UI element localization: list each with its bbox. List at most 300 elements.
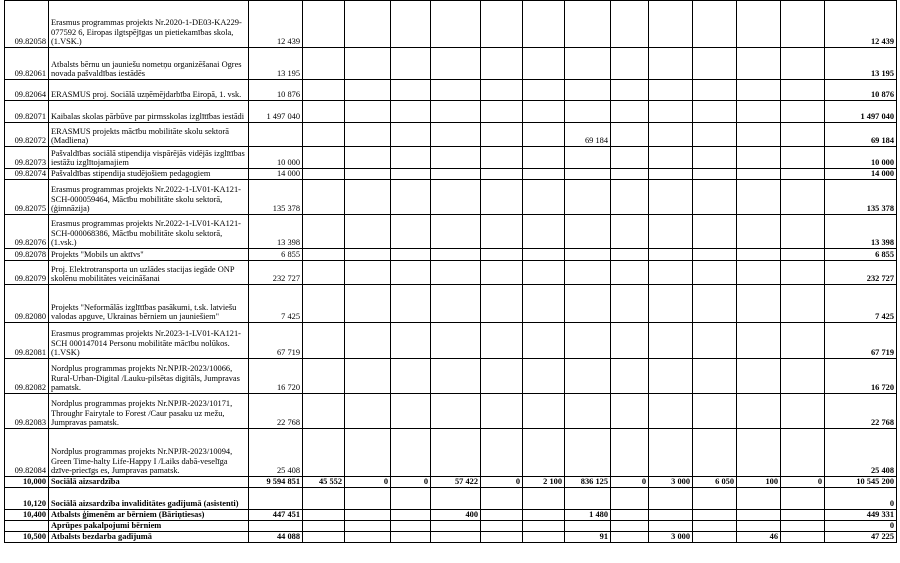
row-value-c8: 1 480 (565, 510, 611, 521)
row-value-c3 (345, 394, 391, 429)
row-value-c5 (431, 249, 481, 261)
row-value-c7 (523, 169, 565, 180)
row-value-c11 (693, 323, 737, 359)
row-value-c7 (523, 429, 565, 477)
row-value-c5 (431, 48, 481, 80)
table-row (5, 48, 897, 80)
row-value-c10: 3 000 (649, 532, 693, 543)
row-value-c8 (565, 101, 611, 123)
row-value-c7: 2 100 (523, 477, 565, 488)
row-value-c13 (781, 261, 825, 285)
row-value-c7 (523, 147, 565, 169)
table-row (5, 285, 897, 323)
row-value-c11 (693, 147, 737, 169)
row-value-c4 (391, 285, 431, 323)
row-value-c3 (345, 101, 391, 123)
row-value-c9 (611, 261, 649, 285)
row-value-c8 (565, 323, 611, 359)
row-value-c3 (345, 285, 391, 323)
row-name: Erasmus programmas projekts Nr.2020-1-DE03-KA229-077592 6, Eiropas ilgtspējīgas un pietiekamības skola, (1.VSK.) (49, 1, 249, 48)
row-value-c9 (611, 123, 649, 147)
row-value-c6 (481, 101, 523, 123)
row-value-c10 (649, 394, 693, 429)
row-value-c3 (345, 323, 391, 359)
row-name: Aprūpes pakalpojumi bērniem (49, 521, 249, 532)
row-value-c10 (649, 180, 693, 215)
row-code: 09.82080 (5, 285, 49, 323)
row-value-c11 (693, 1, 737, 48)
row-name: Nordplus programmas projekts Nr.NPJR-2023/10066, Rural-Urban-Digital /Lauku-pilsētas digitāls, Jumpravas pamatsk. (49, 359, 249, 394)
row-value-c8: 69 184 (565, 123, 611, 147)
row-value-c11 (693, 48, 737, 80)
row-code: 09.82075 (5, 180, 49, 215)
row-value-c2 (303, 488, 345, 510)
row-value-c2 (303, 285, 345, 323)
row-value-c3 (345, 488, 391, 510)
row-value-c6 (481, 215, 523, 249)
row-value-c3 (345, 80, 391, 101)
table-row (5, 147, 897, 169)
row-value-c11 (693, 180, 737, 215)
row-value-c11 (693, 510, 737, 521)
row-value-c2 (303, 101, 345, 123)
row-value-c10 (649, 323, 693, 359)
row-value-c3 (345, 215, 391, 249)
row-value-c5 (431, 488, 481, 510)
row-value-c8 (565, 261, 611, 285)
row-value-c12 (737, 323, 781, 359)
table-row (5, 488, 897, 510)
row-value-c10 (649, 123, 693, 147)
row-value-c13 (781, 532, 825, 543)
row-value-c10 (649, 510, 693, 521)
row-value-c3 (345, 532, 391, 543)
row-value-c5 (431, 285, 481, 323)
row-total: 0 (825, 521, 897, 532)
row-value-c2 (303, 1, 345, 48)
row-value-c1: 1 497 040 (249, 101, 303, 123)
row-code: 09.82078 (5, 249, 49, 261)
row-value-c12 (737, 394, 781, 429)
row-value-c1: 135 378 (249, 180, 303, 215)
row-value-c8: 91 (565, 532, 611, 543)
row-value-c13 (781, 147, 825, 169)
row-value-c7 (523, 532, 565, 543)
row-code: 09.82084 (5, 429, 49, 477)
row-value-c5 (431, 80, 481, 101)
row-value-c4 (391, 429, 431, 477)
row-total: 135 378 (825, 180, 897, 215)
row-value-c13 (781, 1, 825, 48)
row-code: 09.82082 (5, 359, 49, 394)
table-row (5, 1, 897, 48)
row-total: 7 425 (825, 285, 897, 323)
table-row (5, 394, 897, 429)
row-value-c7 (523, 101, 565, 123)
row-value-c12 (737, 215, 781, 249)
row-value-c2 (303, 48, 345, 80)
row-value-c3 (345, 48, 391, 80)
row-code: 09.82083 (5, 394, 49, 429)
row-value-c6 (481, 510, 523, 521)
row-value-c1: 16 720 (249, 359, 303, 394)
row-name: Atbalsts ģimenēm ar bērniem (Bāriņtiesas) (49, 510, 249, 521)
row-value-c7 (523, 123, 565, 147)
row-value-c3 (345, 249, 391, 261)
row-value-c10 (649, 147, 693, 169)
row-value-c12 (737, 101, 781, 123)
row-value-c3: 0 (345, 477, 391, 488)
table-row (5, 323, 897, 359)
row-value-c1 (249, 521, 303, 532)
row-value-c4 (391, 180, 431, 215)
row-value-c9 (611, 180, 649, 215)
budget-table (4, 0, 897, 543)
row-value-c9: 0 (611, 477, 649, 488)
row-value-c4 (391, 80, 431, 101)
row-value-c13 (781, 169, 825, 180)
row-value-c4 (391, 359, 431, 394)
row-code: 09.82074 (5, 169, 49, 180)
row-value-c5 (431, 532, 481, 543)
row-value-c6 (481, 123, 523, 147)
row-value-c12 (737, 1, 781, 48)
table-body (5, 1, 897, 543)
table-row (5, 101, 897, 123)
row-value-c1: 14 000 (249, 169, 303, 180)
row-name: Atbalsts bērnu un jauniešu nometņu organizēšanai Ogres novada pašvaldības iestādēs (49, 48, 249, 80)
row-value-c11 (693, 394, 737, 429)
row-value-c1: 10 000 (249, 147, 303, 169)
row-value-c10 (649, 80, 693, 101)
row-value-c13 (781, 48, 825, 80)
row-value-c2 (303, 169, 345, 180)
row-value-c10 (649, 48, 693, 80)
row-value-c6 (481, 249, 523, 261)
row-code (5, 521, 49, 532)
row-value-c2 (303, 147, 345, 169)
row-value-c3 (345, 510, 391, 521)
row-total: 22 768 (825, 394, 897, 429)
row-value-c5 (431, 123, 481, 147)
row-value-c1: 25 408 (249, 429, 303, 477)
row-value-c9 (611, 48, 649, 80)
row-total: 13 195 (825, 48, 897, 80)
row-value-c7 (523, 249, 565, 261)
row-value-c6 (481, 1, 523, 48)
row-value-c5 (431, 429, 481, 477)
row-value-c3 (345, 180, 391, 215)
row-value-c10 (649, 521, 693, 532)
row-total: 25 408 (825, 429, 897, 477)
row-value-c4 (391, 521, 431, 532)
row-value-c11 (693, 123, 737, 147)
row-value-c12 (737, 169, 781, 180)
row-value-c13 (781, 521, 825, 532)
row-value-c10 (649, 359, 693, 394)
row-value-c8 (565, 215, 611, 249)
row-name: Pašvaldības sociālā stipendija vispārējās vidējās izglītības iestāžu izglītojamajiem (49, 147, 249, 169)
row-value-c6 (481, 359, 523, 394)
row-value-c1 (249, 123, 303, 147)
row-value-c12 (737, 80, 781, 101)
row-name: ERASMUS proj. Sociālā uzņēmējdarbība Eiropā, 1. vsk. (49, 80, 249, 101)
row-value-c13: 0 (781, 477, 825, 488)
row-total: 449 331 (825, 510, 897, 521)
row-total: 6 855 (825, 249, 897, 261)
row-name: Projekts "Neformālās izglītības pasākumi, t.sk. latviešu valodas apguve, Ukrainas bērniem un jauniešiem" (49, 285, 249, 323)
row-value-c12 (737, 48, 781, 80)
row-total: 0 (825, 488, 897, 510)
row-code: 10,000 (5, 477, 49, 488)
row-value-c6 (481, 180, 523, 215)
row-value-c11 (693, 285, 737, 323)
row-value-c5 (431, 359, 481, 394)
row-value-c1: 9 594 851 (249, 477, 303, 488)
row-value-c9 (611, 80, 649, 101)
row-value-c4 (391, 510, 431, 521)
row-value-c10 (649, 1, 693, 48)
row-value-c12 (737, 285, 781, 323)
row-name: Erasmus programmas projekts Nr.2023-1-LV01-KA121-SCH 000147014 Personu mobilitāte mācību nolūkos.(1.VSK) (49, 323, 249, 359)
row-value-c7 (523, 285, 565, 323)
row-value-c4: 0 (391, 477, 431, 488)
table-row (5, 180, 897, 215)
row-value-c1: 22 768 (249, 394, 303, 429)
row-value-c13 (781, 80, 825, 101)
row-value-c3 (345, 359, 391, 394)
table-row (5, 359, 897, 394)
row-value-c8 (565, 429, 611, 477)
row-code: 09.82072 (5, 123, 49, 147)
row-value-c12 (737, 249, 781, 261)
row-code: 09.82081 (5, 323, 49, 359)
row-value-c13 (781, 180, 825, 215)
row-value-c8 (565, 48, 611, 80)
row-value-c7 (523, 261, 565, 285)
row-value-c2 (303, 80, 345, 101)
row-value-c11 (693, 488, 737, 510)
row-value-c9 (611, 532, 649, 543)
row-value-c11 (693, 80, 737, 101)
row-value-c4 (391, 532, 431, 543)
row-value-c6 (481, 48, 523, 80)
table-row (5, 249, 897, 261)
row-value-c7 (523, 80, 565, 101)
row-code: 10,500 (5, 532, 49, 543)
row-value-c10: 3 000 (649, 477, 693, 488)
row-name: Nordplus programmas projekts Nr.NPJR-2023/10094, Green Time-halty Life-Happy I /Laiks dabā-veselīga dzīve-priecīgs es, Jumpravas pamatsk. (49, 429, 249, 477)
table-row (5, 521, 897, 532)
table-row (5, 80, 897, 101)
table-row (5, 261, 897, 285)
row-value-c6 (481, 323, 523, 359)
row-value-c1 (249, 488, 303, 510)
row-value-c10 (649, 249, 693, 261)
row-value-c10 (649, 101, 693, 123)
row-value-c8 (565, 285, 611, 323)
row-value-c5 (431, 521, 481, 532)
row-value-c8 (565, 169, 611, 180)
row-value-c12: 100 (737, 477, 781, 488)
row-code: 10,120 (5, 488, 49, 510)
row-value-c8 (565, 180, 611, 215)
row-value-c10 (649, 261, 693, 285)
row-value-c7 (523, 1, 565, 48)
row-value-c2 (303, 359, 345, 394)
row-value-c1: 232 727 (249, 261, 303, 285)
row-total: 12 439 (825, 1, 897, 48)
row-value-c12 (737, 359, 781, 394)
row-value-c7 (523, 215, 565, 249)
row-value-c13 (781, 123, 825, 147)
row-value-c2 (303, 215, 345, 249)
row-value-c6 (481, 80, 523, 101)
row-name: Projekts "Mobils un aktīvs" (49, 249, 249, 261)
row-value-c12 (737, 261, 781, 285)
row-value-c8 (565, 249, 611, 261)
row-name: Erasmus programmas projekts Nr.2022-1-LV01-KA121-SCH-000059464, Mācību mobilitāte skolu sektorā, (ģimnāzija) (49, 180, 249, 215)
row-value-c1: 7 425 (249, 285, 303, 323)
row-value-c2 (303, 249, 345, 261)
row-value-c13 (781, 429, 825, 477)
row-value-c5 (431, 101, 481, 123)
row-value-c4 (391, 48, 431, 80)
row-value-c5 (431, 1, 481, 48)
row-value-c12 (737, 429, 781, 477)
row-value-c13 (781, 394, 825, 429)
row-value-c11 (693, 532, 737, 543)
row-value-c3 (345, 521, 391, 532)
row-name: Nordplus programmas projekts Nr.NPJR-2023/10171, Throughr Fairytale to Forest /Caur pasaku uz mežu, Jumpravas pamatsk. (49, 394, 249, 429)
row-value-c4 (391, 1, 431, 48)
row-value-c13 (781, 101, 825, 123)
row-value-c11 (693, 359, 737, 394)
row-total: 16 720 (825, 359, 897, 394)
row-code: 09.82064 (5, 80, 49, 101)
row-value-c5 (431, 169, 481, 180)
row-value-c2 (303, 261, 345, 285)
row-value-c10 (649, 285, 693, 323)
row-value-c6 (481, 488, 523, 510)
row-code: 09.82061 (5, 48, 49, 80)
row-value-c4 (391, 249, 431, 261)
row-value-c12: 46 (737, 532, 781, 543)
row-value-c11 (693, 261, 737, 285)
row-value-c7 (523, 488, 565, 510)
row-value-c2 (303, 532, 345, 543)
row-value-c5 (431, 323, 481, 359)
row-value-c6 (481, 394, 523, 429)
row-value-c9 (611, 285, 649, 323)
row-value-c12 (737, 123, 781, 147)
row-value-c2 (303, 429, 345, 477)
row-value-c5 (431, 215, 481, 249)
row-value-c4 (391, 394, 431, 429)
row-name: Erasmus programmas projekts Nr.2022-1-LV01-KA121-SCH-000068386, Mācību mobilitāte skolu sektorā, (1.vsk.) (49, 215, 249, 249)
row-value-c4 (391, 123, 431, 147)
row-value-c8 (565, 1, 611, 48)
row-total: 10 000 (825, 147, 897, 169)
row-value-c6 (481, 147, 523, 169)
row-value-c3 (345, 429, 391, 477)
row-value-c4 (391, 488, 431, 510)
row-value-c8 (565, 394, 611, 429)
row-name: Sociālā aizsardzība (49, 477, 249, 488)
row-value-c5 (431, 394, 481, 429)
row-value-c11 (693, 249, 737, 261)
row-value-c2 (303, 180, 345, 215)
row-value-c13 (781, 249, 825, 261)
row-name: Kaibalas skolas pārbūve par pirmsskolas izglītības iestādi (49, 101, 249, 123)
row-total: 13 398 (825, 215, 897, 249)
row-total: 47 225 (825, 532, 897, 543)
row-value-c8 (565, 147, 611, 169)
row-value-c8 (565, 521, 611, 532)
row-value-c6 (481, 261, 523, 285)
row-value-c9 (611, 394, 649, 429)
row-total: 14 000 (825, 169, 897, 180)
row-value-c6: 0 (481, 477, 523, 488)
row-code: 09.82079 (5, 261, 49, 285)
row-value-c11 (693, 101, 737, 123)
table-row (5, 215, 897, 249)
row-value-c7 (523, 323, 565, 359)
row-value-c2 (303, 394, 345, 429)
table-row (5, 169, 897, 180)
row-value-c9 (611, 215, 649, 249)
row-value-c11 (693, 215, 737, 249)
row-code: 09.82071 (5, 101, 49, 123)
row-value-c6 (481, 169, 523, 180)
table-row (5, 123, 897, 147)
row-name: Pašvaldības stipendija studējošiem pedagogiem (49, 169, 249, 180)
row-value-c8 (565, 359, 611, 394)
row-value-c5: 57 422 (431, 477, 481, 488)
row-value-c1: 10 876 (249, 80, 303, 101)
row-value-c9 (611, 101, 649, 123)
row-value-c1: 6 855 (249, 249, 303, 261)
row-code: 09.82058 (5, 1, 49, 48)
row-value-c4 (391, 169, 431, 180)
row-value-c6 (481, 521, 523, 532)
row-value-c5: 400 (431, 510, 481, 521)
row-value-c2 (303, 323, 345, 359)
row-value-c9 (611, 521, 649, 532)
row-value-c1: 447 451 (249, 510, 303, 521)
row-value-c9 (611, 488, 649, 510)
row-value-c5 (431, 261, 481, 285)
row-name: Sociālā aizsardzība invaliditātes gadījumā (asistenti) (49, 488, 249, 510)
row-value-c7 (523, 359, 565, 394)
row-value-c1: 13 195 (249, 48, 303, 80)
table-row (5, 532, 897, 543)
row-value-c5 (431, 180, 481, 215)
row-value-c7 (523, 48, 565, 80)
row-value-c9 (611, 510, 649, 521)
row-name: Proj. Elektrotransporta un uzlādes stacijas iegāde ONP skolēnu mobilitātes veicināšanai (49, 261, 249, 285)
row-value-c11: 6 050 (693, 477, 737, 488)
row-value-c1: 13 398 (249, 215, 303, 249)
row-code: 10,400 (5, 510, 49, 521)
row-value-c2 (303, 521, 345, 532)
row-value-c3 (345, 1, 391, 48)
row-value-c2 (303, 123, 345, 147)
row-value-c7 (523, 394, 565, 429)
row-value-c4 (391, 215, 431, 249)
row-value-c10 (649, 215, 693, 249)
table-row (5, 477, 897, 488)
